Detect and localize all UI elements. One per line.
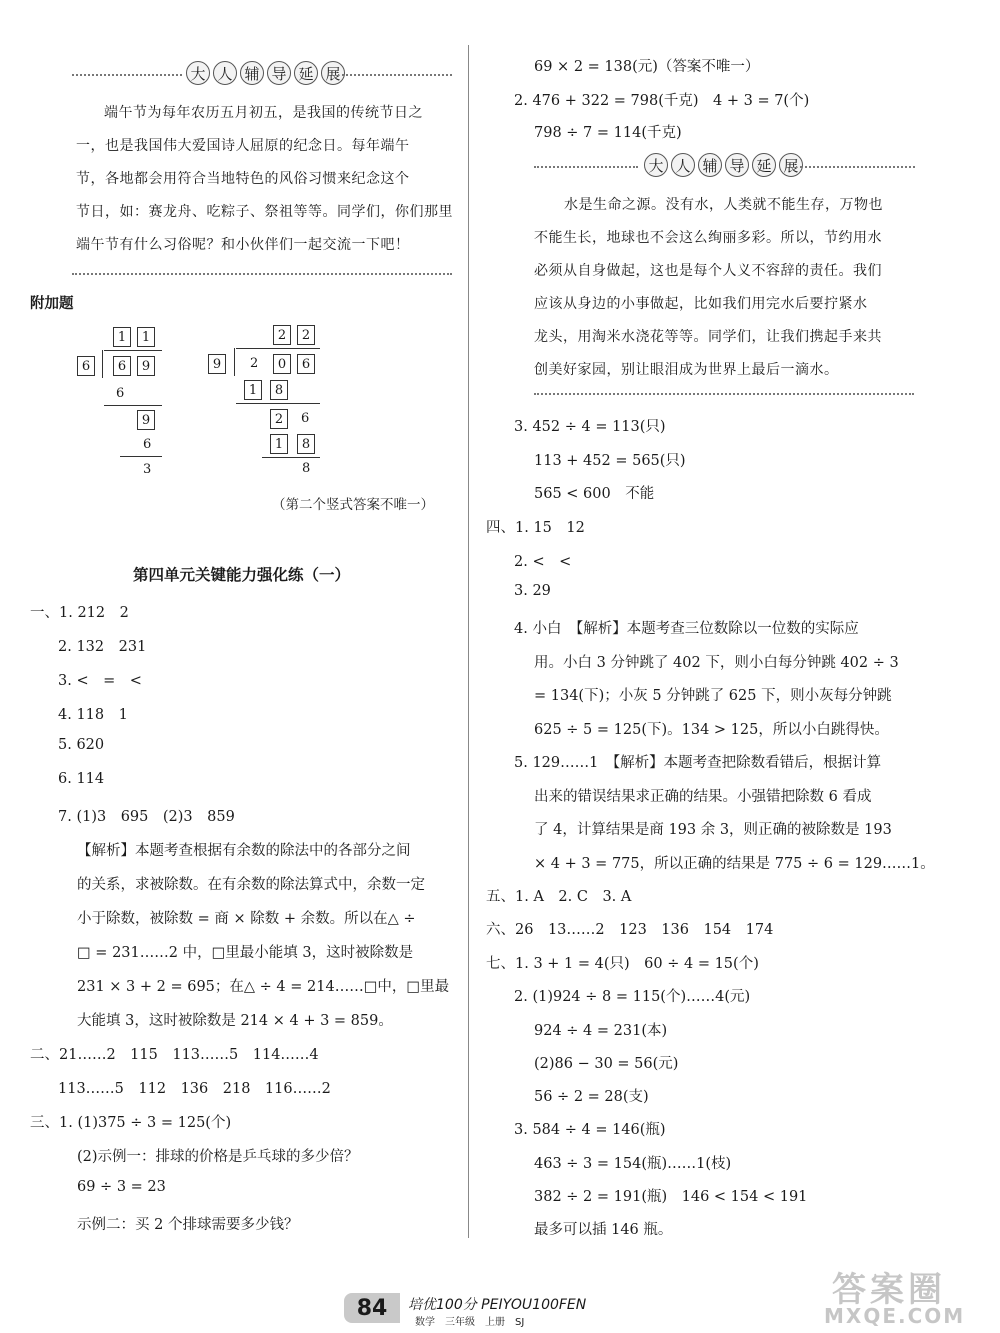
dividend-digit-box: 6 (113, 356, 131, 376)
answer-line: 924 ÷ 4 = 231(本) (534, 1023, 668, 1039)
division-step-line (236, 403, 320, 404)
footer-brand: 培优100分 PEIYOU100FEN (408, 1297, 587, 1313)
footer-subtitle: 数学 三年级 上册 SJ (415, 1317, 525, 1328)
banner-char: 辅 (240, 61, 264, 85)
answer-line: 113 + 452 = 565(只) (534, 453, 686, 469)
answer-line: 113……5 112 136 218 116……2 (58, 1081, 331, 1097)
explanation-line: 231 × 3 + 2 = 695；在△ ÷ 4 = 214……□中，□里最 (77, 979, 450, 995)
answer-line: 2. 476 + 322 = 798(千克) 4 + 3 = 7(个) (514, 93, 810, 109)
answer-line: 69 ÷ 3 = 23 (77, 1179, 166, 1195)
answer-line: 最多可以插 146 瓶。 (534, 1222, 673, 1238)
answer-line: 7. (1)3 695 (2)3 859 (58, 809, 235, 825)
answer-line: 382 ÷ 2 = 191(瓶) 146 < 154 < 191 (534, 1189, 808, 1205)
answer-line: 一、1. 212 2 (30, 605, 129, 621)
banner-dash-left-bottom (72, 273, 452, 275)
banner-char: 展 (779, 153, 803, 177)
tip-paragraph-right (534, 189, 883, 387)
answer-line: 二、21……2 115 113……5 114……4 (30, 1047, 319, 1063)
column-divider (468, 45, 469, 1238)
answer-line: 2. < < (514, 554, 572, 570)
division-step-box: 2 (270, 409, 288, 429)
division-step: 6 (301, 411, 310, 426)
explanation-line: 了 4，计算结果是商 193 余 3，则正确的被除数是 193 (534, 822, 892, 838)
explanation-line: 625 ÷ 5 = 125(下)。134 > 125，所以小白跳得快。 (534, 722, 889, 738)
banner-char: 展 (321, 61, 345, 85)
banner-char: 导 (267, 61, 291, 85)
explanation-line: 【解析】本题考查根据有余数的除法中的各部分之间 (77, 843, 411, 859)
answer-line: 6. 114 (58, 771, 105, 787)
division-step: 6 (116, 386, 125, 401)
division-step-line (262, 457, 320, 458)
dividend-digit-box: 0 (273, 354, 291, 374)
answer-line: 2. 132 231 (58, 639, 147, 655)
quotient-digit-box: 2 (297, 325, 315, 345)
tip-line: 水是生命之源。没有水，人类就不能生存，万物也 (564, 197, 883, 213)
tip-line: 一，也是我国伟大爱国诗人屈原的纪念日。每年端午 (76, 138, 410, 154)
division-step-box: 8 (270, 380, 288, 400)
answer-line: 五、1. A 2. C 3. A (486, 889, 632, 905)
tip-line: 创美好家园，别让眼泪成为世界上最后一滴水。 (534, 362, 839, 378)
answer-line: 四、1. 15 12 (486, 520, 585, 536)
answer-line: 三、1. (1)375 ÷ 3 = 125(个) (30, 1115, 232, 1131)
explanation-line: 用。小白 3 分钟跳了 402 下，则小白每分钟跳 402 ÷ 3 (534, 655, 899, 671)
explanation-line: 小于除数，被除数 = 商 × 除数 + 余数。所以在△ ÷ (77, 911, 416, 927)
dividend-digit: 2 (250, 356, 259, 371)
tip-line: 端午节为每年农历五月初五，是我国的传统节日之 (104, 105, 423, 121)
answer-line: 798 ÷ 7 = 114(千克) (534, 125, 682, 141)
answer-line: (2)86 − 30 = 56(元) (534, 1056, 679, 1072)
answer-line: 4. 118 1 (58, 707, 128, 723)
answer-line: 六、26 13……2 123 136 154 174 (486, 922, 774, 938)
banner-title-right (644, 153, 803, 179)
tip-line: 不能生长，地球也不会这么绚丽多彩。所以，节约用水 (534, 230, 882, 246)
answer-line: 565 < 600 不能 (534, 486, 655, 502)
answer-line: 七、1. 3 + 1 = 4(只) 60 ÷ 4 = 15(个) (486, 956, 759, 972)
explanation-line: 大能填 3，这时被除数是 214 × 4 + 3 = 859。 (77, 1013, 393, 1029)
banner-dash-right-b (800, 166, 915, 168)
answer-line: 3. 584 ÷ 4 = 146(瓶) (514, 1122, 666, 1138)
quotient-digit-box: 1 (137, 327, 155, 347)
banner-title-left (186, 61, 345, 87)
banner-char: 延 (294, 61, 318, 85)
answer-line: 2. (1)924 ÷ 8 = 115(个)……4(元) (514, 989, 751, 1005)
answer-line: 5. 129……1 【解析】本题考查把除数看错后，根据计算 (514, 755, 882, 771)
division-bracket (102, 350, 103, 378)
banner-dash-right-a (534, 166, 638, 168)
dividend-digit-box: 9 (137, 356, 155, 376)
answer-line: (2)示例一：排球的价格是乒乓球的多少倍？ (77, 1149, 359, 1165)
answer-line: 3. 452 ÷ 4 = 113(只) (514, 419, 666, 435)
tip-paragraph-left (76, 97, 453, 262)
answer-line: 4. 小白 【解析】本题考查三位数除以一位数的实际应 (514, 621, 859, 637)
explanation-line: 的关系，求被除数。在有余数的除法算式中，余数一定 (77, 877, 425, 893)
watermark-logo (822, 1262, 992, 1328)
division-step: 6 (143, 437, 152, 452)
tip-line: 端午节有什么习俗呢？和小伙伴们一起交流一下吧！ (76, 237, 410, 253)
section-title: 第四单元关键能力强化练（一） (133, 566, 351, 584)
tip-line: 应该从身边的小事做起，比如我们用完水后要拧紧水 (534, 296, 868, 312)
explanation-line: × 4 + 3 = 775，所以正确的结果是 775 ÷ 6 = 129……1。 (534, 856, 935, 872)
division-step-line (104, 405, 162, 406)
banner-char: 导 (725, 153, 749, 177)
division-remainder: 8 (302, 461, 311, 476)
explanation-line: □ = 231……2 中，□里最小能填 3，这时被除数是 (77, 945, 414, 961)
division-bracket (234, 348, 235, 376)
division-bar (236, 348, 320, 349)
division-step-box: 8 (297, 434, 315, 454)
tip-line: 龙头，用淘米水浇花等等。同学们，让我们携起手来共 (534, 329, 882, 345)
division-step-box: 9 (137, 410, 155, 430)
answer-line: 463 ÷ 3 = 154(瓶)……1(枝) (534, 1156, 732, 1172)
banner-char: 辅 (698, 153, 722, 177)
tip-line: 节，各地都会用符合当地特色的风俗习惯来纪念这个 (76, 171, 410, 187)
page-number: 84 (344, 1293, 400, 1323)
banner-char: 延 (752, 153, 776, 177)
division-step-line (120, 456, 162, 457)
banner-char: 人 (213, 61, 237, 85)
divisor-box: 6 (77, 356, 95, 376)
tip-line: 节日，如：赛龙舟、吃粽子、祭祖等等。同学们，你们那里 (76, 204, 453, 220)
banner-char: 人 (671, 153, 695, 177)
answer-line: 3. < = < (58, 673, 142, 689)
explanation-line: = 134(下)；小灰 5 分钟跳了 625 下，则小灰每分钟跳 (534, 688, 892, 704)
division-step-box: 1 (244, 380, 262, 400)
watermark-text: MXQE.COM (824, 1304, 966, 1328)
division-note: （第二个竖式答案不唯一） (272, 497, 434, 513)
extra-heading: 附加题 (30, 296, 74, 312)
quotient-digit-box: 2 (273, 325, 291, 345)
tip-line: 必须从自身做起，这也是每个人义不容辞的责任。我们 (534, 263, 882, 279)
answer-line: 56 ÷ 2 = 28(支) (534, 1089, 649, 1105)
watermark-logo-text: 答案圈 (832, 1270, 946, 1310)
answer-line: 示例二：买 2 个排球需要多少钱？ (77, 1217, 299, 1233)
answer-line: 69 × 2 = 138(元)（答案不唯一） (534, 59, 760, 75)
quotient-digit-box: 1 (113, 327, 131, 347)
explanation-line: 出来的错误结果求正确的结果。小强错把除数 6 看成 (534, 789, 872, 805)
answer-line: 5. 620 (58, 737, 105, 753)
dividend-digit-box: 6 (297, 354, 315, 374)
banner-char: 大 (644, 153, 668, 177)
banner-dash-left-a (72, 74, 182, 76)
division-step-box: 1 (270, 434, 288, 454)
answer-line: 3. 29 (514, 583, 551, 599)
division-remainder: 3 (143, 462, 152, 477)
divisor-box: 9 (208, 354, 226, 374)
banner-char: 大 (186, 61, 210, 85)
division-bar (104, 350, 162, 351)
banner-dash-left-b (342, 74, 452, 76)
banner-dash-right-bottom (534, 393, 914, 395)
